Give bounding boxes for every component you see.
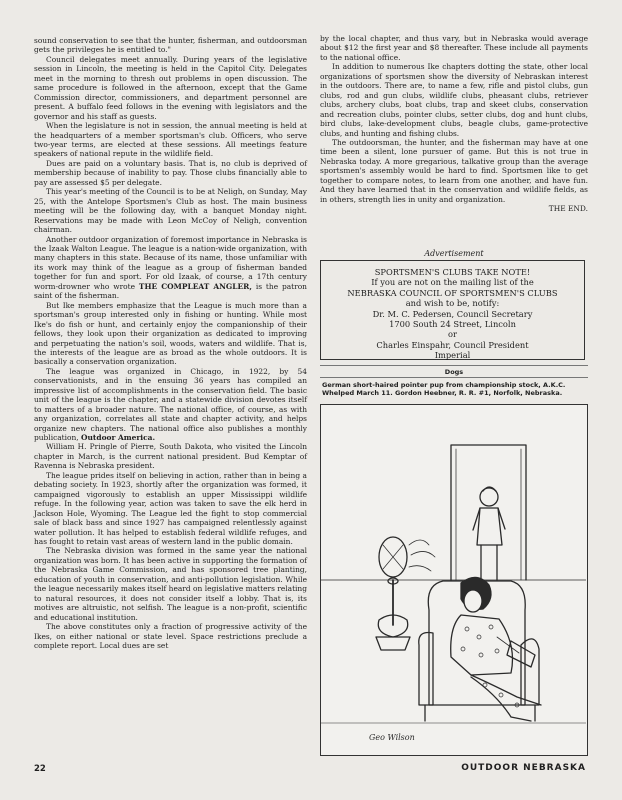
book-title: THE COMPLEAT ANGLER, (138, 281, 252, 291)
paragraph (34, 367, 307, 443)
paragraph-text: is the patron saint of the fisherman. (34, 281, 307, 301)
advertisement-box (320, 260, 585, 360)
ad-line: SPORTSMEN'S CLUBS TAKE NOTE! (374, 267, 531, 277)
publication-title: Outdoor America. (81, 433, 156, 443)
paragraph: Council delegates meet annually. During years of the legislative session in Lincoln, the meeting is held in the Capitol City. Delegates meet in the morning to thresh out problems in open discussion. The same procedure is followed in the afternoon, except that the Game Commission director, commissioners, and department personnel are present. A buffalo feed follows in the evening with legislators and the governor and his staff as guests. (34, 54, 307, 121)
ad-line: 1700 South 24 Street, Lincoln (389, 319, 516, 330)
cartoon-signature: Geo Wilson (369, 733, 415, 742)
ad-line: If you are not on the mailing list of the (371, 277, 534, 288)
dogs-heading: Dogs (444, 368, 464, 376)
right-column (320, 34, 588, 214)
divider (320, 365, 588, 366)
paragraph: The league prides itself on believing in action, rather than in being a debating society. In 1923, shortly after the organization was formed, it campaigned vigorously to establish an upper Mississippi wildlife refuge. In the following year, action was taken to save the elk herd in Jackson Hole, Wyoming. The League led the fight to stop commercial sale of black bass and since 1927 has campaigned relentlessly against water pollution. It has helped to establish federal wildlife refuges, and has fought to retain vast areas of western land in the public domain. (34, 470, 307, 547)
paragraph-text: The league was organized in Chicago, in 1922, by 54 conservationists, and in the ensuing 36 years has compiled an impressive list of accomplishments in the conservation field. The basic unit of the league is the chapter, and a statewide division devotes itself to matters of a broader nature. The national office, of course, as with any organization, correlates all state and chapter activity, and helps organize new chapters. The national office also publishes a monthly publication, (34, 366, 307, 443)
paragraph (34, 235, 307, 301)
ad-line: or (448, 329, 457, 340)
cartoon-illustration (320, 404, 588, 756)
paragraph: The above constitutes only a fraction of progressive activity of the Ikes, on either national or state level. Space restrictions preclude a complete report. Local dues are set (34, 622, 307, 650)
paragraph: by the local chapter, and thus vary, but in Nebraska would average about $12 the first year and $8 thereafter. These include all payments to the national office. (320, 34, 588, 62)
ad-line: and wish to be, notify: (405, 298, 500, 309)
paragraph: The outdoorsman, the hunter, and the fisherman may have at one time been a silent, lone pursuer of game. But this is not true in Nebraska today. A more gregarious, talkative group than the average sportsmen's assembly would be hard to find. Sportsmen like to get together to compare notes, to learn from one another, and have fun. And they have learned that in the conservation and wildlife fields, as in others, strength lies in unity and organization. (320, 137, 588, 204)
dogs-classified: German short-haired pointer pup from championship stock, A.K.C. Whelped March 11. Gordon Heebner, R. R. #1, Norfolk, Nebraska. (322, 381, 566, 398)
ad-line: Charles Einspahr, Council President (376, 339, 529, 350)
ad-line: Imperial (434, 350, 471, 361)
ad-line: Dr. M. C. Pedersen, Council Secretary (372, 308, 533, 319)
paragraph: In addition to numerous Ike chapters dotting the state, other local organizations of sportsmen show the diversity of Nebraskan interest in the outdoors. There are, to name a few, rifle and pistol clubs, gun clubs, rod and gun clubs, wildlife clubs, pheasant clubs, retriever clubs, archery clubs, boat clubs, trap and skeet clubs, conservation and recreation clubs, pointer clubs, setter clubs, dog and hunt clubs, bird clubs, lake-development clubs, beagle clubs, game-protective clubs, and hunting and fishing clubs. (320, 62, 588, 138)
paragraph (320, 204, 588, 213)
paragraph: William H. Pringle of Pierre, South Dakota, who visited the Lincoln chapter in March, is the current national president. Bud Kemptar of Ravenna is Nebraska president. (34, 442, 307, 471)
paragraph: The Nebraska division was formed in the same year the national organization was born. It has been active in supporting the formation of the Nebraska Game Commission, and has sponsored tree planting, education of youth in conservation, and anti-pollution legislation. While the league necessarily makes itself heard on legislative matters relating to natural resources, it does not consider itself a lobby. That is, its motives are altruistic, not selfish. The league is a non-profit, scientific and educational institution. (34, 546, 307, 622)
page-number: 22 (34, 764, 46, 774)
the-end: THE END. (548, 204, 588, 214)
paragraph: sound conservation to see that the hunter, fisherman, and outdoorsman gets the privileges he is entitled to." (34, 36, 307, 55)
paragraph: But Ike members emphasize that the League is much more than a sportsman's group interested only in fishing or hunting. While most Ike's do fish or hunt, and certainly enjoy the companionship of their fellows, they look upon their organization as dedicated to improving and perpetuating the nation's soil, woods, waters and wildlife. That is, the interests of the league are as broad as the whole outdoors. It is basically a conservation organization. (34, 300, 307, 367)
ad-line: NEBRASKA COUNCIL OF SPORTSMEN'S CLUBS (347, 287, 558, 298)
left-column (34, 36, 307, 650)
paragraph: When the legislature is not in session, the annual meeting is held at the headquarters of a member sportsman's club. Officers, who serve two-year terms, are elected at these sessions. All meetings feature speakers of national repute in the wildlife field. (34, 121, 307, 159)
paragraph: Dues are paid on a voluntary basis. That is, no club is deprived of membership because of inability to pay. Those clubs financially able to pay are assessed $5 per delegate. (34, 158, 307, 187)
cartoon-drawing (321, 405, 586, 754)
advertisement-label: Advertisement (424, 249, 484, 258)
magazine-title: OUTDOOR NEBRASKA (461, 763, 586, 773)
paragraph-text: Another outdoor organization of foremost importance in Nebraska is the Izaak Walton League. The league is a nation-wide organization, with many chapters in this state. Because of its name, those unfamiliar with its work may think of the league as a group of fisherman banded together for fun and sport. For old Izaak, of course, a 17th century worm-drowner who wrote (34, 234, 307, 291)
paragraph: This year's meeting of the Council is to be at Neligh, on Sunday, May 25, with the Antelope Sportsmen's Club as host. The main business meeting will be the following day, with a banquet Monday night. Reservations may be made with Leon McCoy of Neligh, convention chairman. (34, 187, 307, 235)
divider (320, 377, 588, 378)
